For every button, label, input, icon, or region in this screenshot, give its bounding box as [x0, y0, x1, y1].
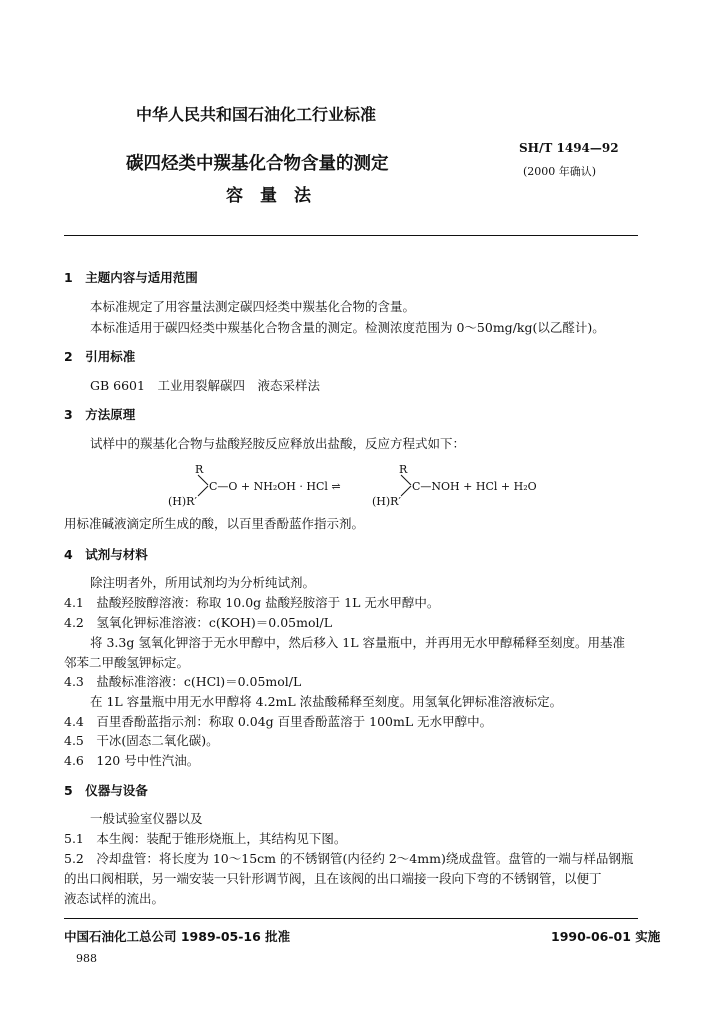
item-4-1: 4.1 盐酸羟胺醇溶液：称取 10.0g 盐酸羟胺溶于 1L 无水甲醇中。 — [64, 595, 440, 610]
document-subtitle: 容 量 法 — [226, 186, 311, 206]
item-4-3: 4.3 盐酸标准溶液：c(HCl)＝0.05mol/L — [64, 674, 302, 689]
equation-right-side: C—NOH + HCl + H₂O — [412, 480, 537, 493]
section-3-para-2: 用标准碱液滴定所生成的酸，以百里香酚蓝作指示剂。 — [64, 516, 365, 531]
equation-r-right: R — [399, 463, 408, 476]
item-5-2-line-b: 的出口阀相联，另一端安装一只针形调节阀，且在该阀的出口端接一段向下弯的不锈钢管，以便丁 — [64, 871, 602, 886]
section-4-heading: 4 试剂与材料 — [64, 547, 148, 562]
item-4-2: 4.2 氢氧化钾标准溶液：c(KOH)＝0.05mol/L — [64, 615, 333, 630]
section-5-intro: 一般试验室仪器以及 — [90, 811, 203, 826]
page-number: 988 — [76, 952, 97, 965]
item-4-3-text: 在 1L 容量瓶中用无水甲醇将 4.2mL 浓盐酸稀释至刻度。用氢氧化钾标准溶液标定。 — [90, 694, 563, 709]
effective-date: 1990-06-01 实施 — [551, 929, 661, 944]
equation-left-side: C—O + NH₂OH · HCl ⇌ — [209, 480, 341, 493]
item-4-5: 4.5 干冰(固态二氧化碳)。 — [64, 733, 219, 748]
item-4-2-text-b: 邻苯二甲酸氢钾标定。 — [64, 655, 190, 670]
item-5-2-line-c: 液态试样的流出。 — [64, 891, 165, 906]
section-5-heading: 5 仪器与设备 — [64, 783, 148, 798]
item-4-6: 4.6 120 号中性汽油。 — [64, 753, 200, 768]
item-4-4: 4.4 百里香酚蓝指示剂：称取 0.04g 百里香酚蓝溶于 100mL 无水甲醇中。 — [64, 714, 493, 729]
item-5-1: 5.1 本生阀：装配于锥形烧瓶上，其结构见下图。 — [64, 831, 347, 846]
item-5-2-line-a: 5.2 冷却盘管：将长度为 10～15cm 的不锈钢管(内径约 2～4mm)绕成盘管。盘管的一端与样品钢瓶 — [64, 851, 634, 866]
standard-code: SH/T 1494—92 — [519, 141, 619, 155]
equation-r-left: R — [195, 463, 204, 476]
section-2-heading: 2 引用标准 — [64, 349, 136, 364]
section-2-para-1: GB 6601 工业用裂解碳四 液态采样法 — [90, 378, 320, 393]
item-4-2-text-a: 将 3.3g 氢氧化钾溶于无水甲醇中，然后移入 1L 容量瓶中，并再用无水甲醇稀释至刻度。用基准 — [90, 635, 626, 650]
section-1-para-1: 本标准规定了用容量法测定碳四烃类中羰基化合物的含量。 — [90, 299, 416, 314]
document-title: 碳四烃类中羰基化合物含量的测定 — [126, 154, 389, 174]
section-1-para-2: 本标准适用于碳四烃类中羰基化合物含量的测定。检测浓度范围为 0～50mg/kg(以乙醛计)。 — [90, 320, 605, 335]
approval-line: 中国石油化工总公司 1989-05-16 批准 — [64, 929, 291, 944]
header-rule — [64, 235, 638, 236]
section-3-heading: 3 方法原理 — [64, 407, 136, 422]
equation-hr-right: (H)R′ — [372, 495, 401, 508]
org-standard-title: 中华人民共和国石油化工行业标准 — [136, 105, 377, 124]
footer-rule — [64, 918, 638, 919]
section-3-para-1: 试样中的羰基化合物与盐酸羟胺反应释放出盐酸，反应方程式如下： — [90, 436, 466, 451]
section-4-intro: 除注明者外，所用试剂均为分析纯试剂。 — [90, 575, 316, 590]
section-1-heading: 1 主题内容与适用范围 — [64, 270, 198, 285]
equation-hr-left: (H)R′ — [168, 495, 197, 508]
confirm-year: (2000 年确认) — [523, 165, 597, 178]
